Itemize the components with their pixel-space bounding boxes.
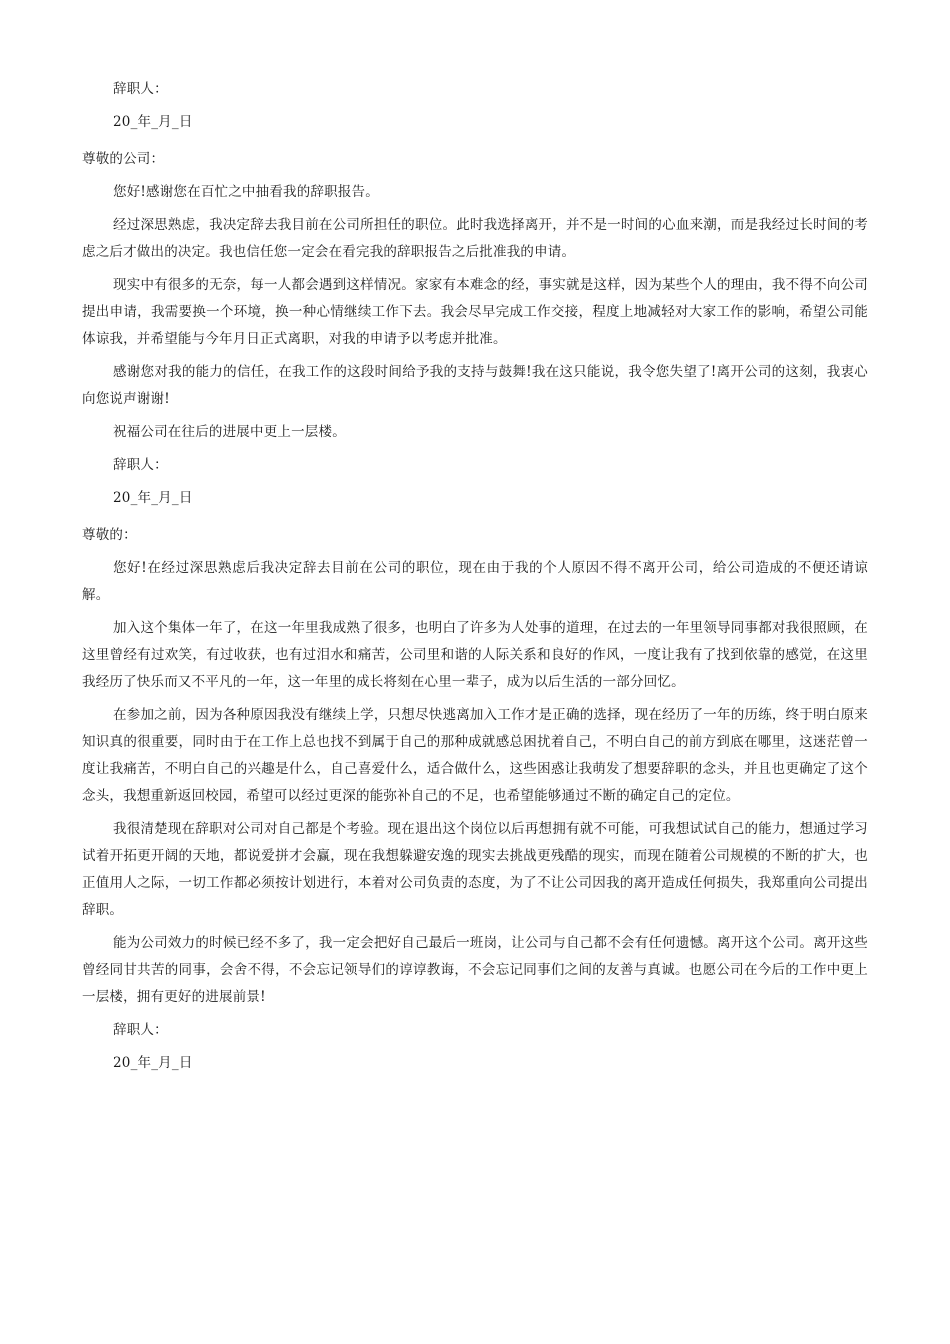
greeting-paragraph: 您好!在经过深思熟虑后我决定辞去目前在公司的职位，现在由于我的个人原因不得不离开公司，给公司造成的不便还请谅解。	[82, 560, 868, 603]
closing-wish: 祝福公司在往后的进展中更上一层楼。	[113, 424, 346, 440]
signature-label: 辞职人：	[113, 1022, 168, 1038]
signature-label: 辞职人：	[113, 81, 168, 97]
body-paragraph: 我很清楚现在辞职对公司对自己都是个考验。现在退出这个岗位以后再想拥有就不可能，可我想试试自己的能力，想通过学习试着开拓更开阔的天地，都说爱拼才会赢，现在我想躲避安逸的现实去挑战更残酷的现实，而现在随着公司规模的不断的扩大，也正值用人之际，一切工作都必须按计划进行，本着对公司负责的态度，为了不让公司因我的离开造成任何损失，我郑重向公司提出辞职。	[82, 821, 868, 918]
salutation: 尊敬的：	[82, 527, 137, 543]
greeting-paragraph: 您好!感谢您在百忙之中抽看我的辞职报告。	[113, 184, 379, 200]
signature-label: 辞职人：	[113, 457, 168, 473]
date-line: 20_年_月_日	[113, 114, 193, 130]
date-line: 20_年_月_日	[113, 1055, 193, 1071]
body-paragraph: 现实中有很多的无奈，每一人都会遇到这样情况。家家有本难念的经，事实就是这样，因为某些个人的理由，我不得不向公司提出申请，我需要换一个环境，换一种心情继续工作下去。我会尽早完成工作交接，程度上地减轻对大家工作的影响，希望公司能体谅我，并希望能与今年月日正式离职，对我的申请予以考虑并批准。	[82, 277, 868, 347]
body-paragraph: 在参加之前，因为各种原因我没有继续上学，只想尽快逃离加入工作才是正确的选择，现在经历了一年的历练，终于明白原来知识真的很重要，同时由于在工作上总也找不到属于自己的那种成就感总困扰着自己，不明白自己的前方到底在哪里，这迷茫曾一度让我痛苦，不明白自己的兴趣是什么，自己喜爱什么，适合做什么，这些困惑让我萌发了想要辞职的念头，并且也更确定了这个念头，我想重新返回校园，希望可以经过更深的能弥补自己的不足，也希望能够通过不断的确定自己的定位。	[82, 707, 868, 804]
letter-body	[82, 76, 868, 1083]
date-line: 20_年_月_日	[113, 490, 193, 506]
body-paragraph: 感谢您对我的能力的信任，在我工作的这段时间给予我的支持与鼓舞!我在这只能说，我令您失望了!离开公司的这刻，我衷心向您说声谢谢!	[82, 364, 868, 407]
body-paragraph: 能为公司效力的时候已经不多了，我一定会把好自己最后一班岗，让公司与自己都不会有任何遗憾。离开这个公司。离开这些曾经同甘共苦的同事，会舍不得，不会忘记领导们的谆谆教诲，不会忘记同事们之间的友善与真诚。也愿公司在今后的工作中更上一层楼，拥有更好的进展前景!	[82, 935, 868, 1005]
body-paragraph: 加入这个集体一年了，在这一年里我成熟了很多，也明白了许多为人处事的道理，在过去的一年里领导同事都对我很照顾，在这里曾经有过欢笑，有过收获，也有过泪水和痛苦，公司里和谐的人际关系和良好的作风，一度让我有了找到依靠的感觉，在这里我经历了快乐而又不平凡的一年，这一年里的成长将刻在心里一辈子，成为以后生活的一部分回忆。	[82, 620, 868, 690]
body-paragraph: 经过深思熟虑，我决定辞去我目前在公司所担任的职位。此时我选择离开，并不是一时间的心血来潮，而是我经过长时间的考虑之后才做出的决定。我也信任您一定会在看完我的辞职报告之后批准我的申请。	[82, 217, 868, 260]
salutation: 尊敬的公司：	[82, 151, 165, 167]
